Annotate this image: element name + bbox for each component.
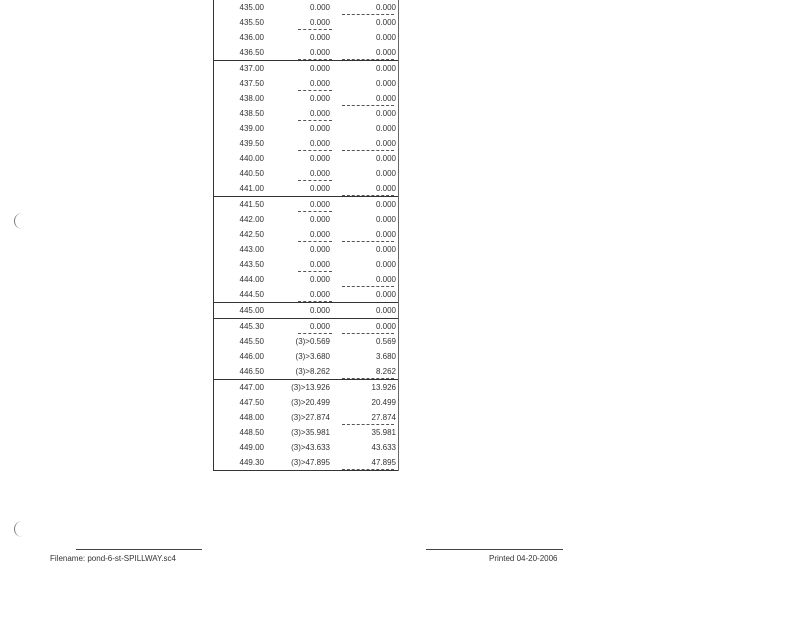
outflow-cell: 0.000 (309, 3, 330, 12)
elevation-cell: 440.50 (239, 169, 264, 178)
outflow-cell: (3)>0.569 (295, 337, 330, 346)
total-outflow-cell: 0.000 (375, 306, 396, 315)
elevation-cell: 442.00 (239, 215, 264, 224)
elevation-cell: 442.50 (239, 230, 264, 239)
total-outflow-cell: 0.000 (375, 139, 396, 148)
outflow-cell: (3)>13.926 (291, 383, 330, 392)
elevation-cell: 440.00 (239, 154, 264, 163)
outflow-cell: (3)>3.680 (295, 352, 330, 361)
elevation-cell: 443.50 (239, 260, 264, 269)
elevation-cell: 444.00 (239, 275, 264, 284)
elevation-cell: 443.00 (239, 245, 264, 254)
total-outflow-cell: 0.000 (375, 124, 396, 133)
table-row (214, 121, 398, 136)
elevation-cell: 448.00 (239, 413, 264, 422)
outflow-cell: (3)>35.981 (291, 428, 330, 437)
outflow-cell: 0.000 (309, 94, 330, 103)
total-outflow-cell: 0.000 (375, 245, 396, 254)
elevation-cell: 436.00 (239, 33, 264, 42)
outflow-cell: 0.000 (309, 245, 330, 254)
total-outflow-cell: 35.981 (371, 428, 396, 437)
elevation-cell: 446.50 (239, 367, 264, 376)
outflow-cell: 0.000 (309, 154, 330, 163)
table-row (214, 60, 398, 76)
outflow-cell: (3)>43.633 (291, 443, 330, 452)
elevation-cell: 448.50 (239, 428, 264, 437)
outflow-cell: 0.000 (309, 124, 330, 133)
table-row (214, 242, 398, 257)
outflow-cell: 0.000 (309, 109, 330, 118)
outflow-cell: 0.000 (309, 33, 330, 42)
table-row (214, 334, 398, 349)
elevation-cell: 445.30 (239, 322, 264, 331)
row-dash-rule (342, 469, 394, 470)
total-outflow-cell: 8.262 (375, 367, 396, 376)
total-outflow-cell: 0.000 (375, 33, 396, 42)
total-outflow-cell: 0.000 (375, 200, 396, 209)
binder-hole-mark (14, 521, 25, 537)
outflow-cell: 0.000 (309, 184, 330, 193)
table-row (214, 395, 398, 410)
outflow-cell: 0.000 (309, 306, 330, 315)
table-row (214, 380, 398, 395)
outflow-cell: 0.000 (309, 275, 330, 284)
elevation-cell: 435.50 (239, 18, 264, 27)
total-outflow-cell: 0.000 (375, 275, 396, 284)
elevation-cell: 435.00 (239, 3, 264, 12)
table-row (214, 349, 398, 364)
footer-rule-right (426, 549, 563, 550)
total-outflow-cell: 0.000 (375, 94, 396, 103)
footer-printed-date: Printed 04-20-2006 (489, 554, 558, 563)
total-outflow-cell: 20.499 (371, 398, 396, 407)
outflow-cell: 0.000 (309, 79, 330, 88)
table-row (214, 45, 398, 60)
outflow-cell: 0.000 (309, 18, 330, 27)
outflow-cell: 0.000 (309, 290, 330, 299)
table-row (214, 455, 398, 471)
elevation-cell: 449.30 (239, 458, 264, 467)
elevation-cell: 444.50 (239, 290, 264, 299)
table-row (214, 166, 398, 181)
total-outflow-cell: 0.000 (375, 230, 396, 239)
elevation-cell: 446.00 (239, 352, 264, 361)
table-row (214, 364, 398, 380)
elevation-cell: 439.00 (239, 124, 264, 133)
total-outflow-cell: 0.000 (375, 109, 396, 118)
table-row (214, 440, 398, 455)
total-outflow-cell: 0.000 (375, 260, 396, 269)
outflow-cell: 0.000 (309, 64, 330, 73)
table-row (214, 30, 398, 45)
total-outflow-cell: 0.000 (375, 322, 396, 331)
elevation-cell: 447.00 (239, 383, 264, 392)
table-row (214, 15, 398, 30)
total-outflow-cell: 0.000 (375, 154, 396, 163)
elevation-cell: 437.50 (239, 79, 264, 88)
table-row (214, 410, 398, 425)
table-row (214, 196, 398, 212)
elevation-cell: 441.00 (239, 184, 264, 193)
outflow-cell: (3)>20.499 (291, 398, 330, 407)
table-row (214, 0, 398, 15)
table-row (214, 212, 398, 227)
outflow-cell: 0.000 (309, 48, 330, 57)
elevation-cell: 447.50 (239, 398, 264, 407)
table-row (214, 257, 398, 272)
table-row (214, 91, 398, 106)
elevation-cell: 441.50 (239, 200, 264, 209)
table-row (214, 136, 398, 151)
elevation-cell: 438.50 (239, 109, 264, 118)
row-dash-rule (342, 378, 394, 379)
table-row (214, 76, 398, 91)
outflow-cell: 0.000 (309, 215, 330, 224)
outflow-cell: (3)>8.262 (295, 367, 330, 376)
table-row (214, 302, 398, 319)
table-row (214, 106, 398, 121)
total-outflow-cell: 13.926 (371, 383, 396, 392)
outflow-cell: (3)>47.895 (291, 458, 330, 467)
outflow-cell: 0.000 (309, 200, 330, 209)
total-outflow-cell: 0.000 (375, 290, 396, 299)
elevation-cell: 445.00 (239, 306, 264, 315)
total-outflow-cell: 27.874 (371, 413, 396, 422)
binder-hole-mark (14, 213, 25, 229)
total-outflow-cell: 0.000 (375, 79, 396, 88)
footer-filename: Filename: pond-6-st-SPILLWAY.sc4 (50, 554, 176, 563)
elevation-cell: 449.00 (239, 443, 264, 452)
total-outflow-cell: 0.000 (375, 215, 396, 224)
elevation-cell: 437.00 (239, 64, 264, 73)
elevation-cell: 439.50 (239, 139, 264, 148)
outflow-cell: 0.000 (309, 169, 330, 178)
total-outflow-cell: 0.000 (375, 3, 396, 12)
table-row (214, 151, 398, 166)
table-row (214, 181, 398, 196)
total-outflow-cell: 0.000 (375, 64, 396, 73)
total-outflow-cell: 43.633 (371, 443, 396, 452)
table-row (214, 319, 398, 334)
stage-outflow-table (213, 0, 399, 471)
outflow-cell: 0.000 (309, 230, 330, 239)
table-row (214, 425, 398, 440)
table-row (214, 227, 398, 242)
total-outflow-cell: 0.000 (375, 169, 396, 178)
elevation-cell: 445.50 (239, 337, 264, 346)
total-outflow-cell: 0.569 (375, 337, 396, 346)
total-outflow-cell: 3.680 (375, 352, 396, 361)
total-outflow-cell: 0.000 (375, 184, 396, 193)
elevation-cell: 438.00 (239, 94, 264, 103)
table-row (214, 287, 398, 302)
outflow-cell: 0.000 (309, 139, 330, 148)
footer-rule-left (76, 549, 202, 550)
total-outflow-cell: 47.895 (371, 458, 396, 467)
outflow-cell: (3)>27.874 (291, 413, 330, 422)
outflow-cell: 0.000 (309, 322, 330, 331)
total-outflow-cell: 0.000 (375, 48, 396, 57)
elevation-cell: 436.50 (239, 48, 264, 57)
outflow-cell: 0.000 (309, 260, 330, 269)
table-row (214, 272, 398, 287)
total-outflow-cell: 0.000 (375, 18, 396, 27)
